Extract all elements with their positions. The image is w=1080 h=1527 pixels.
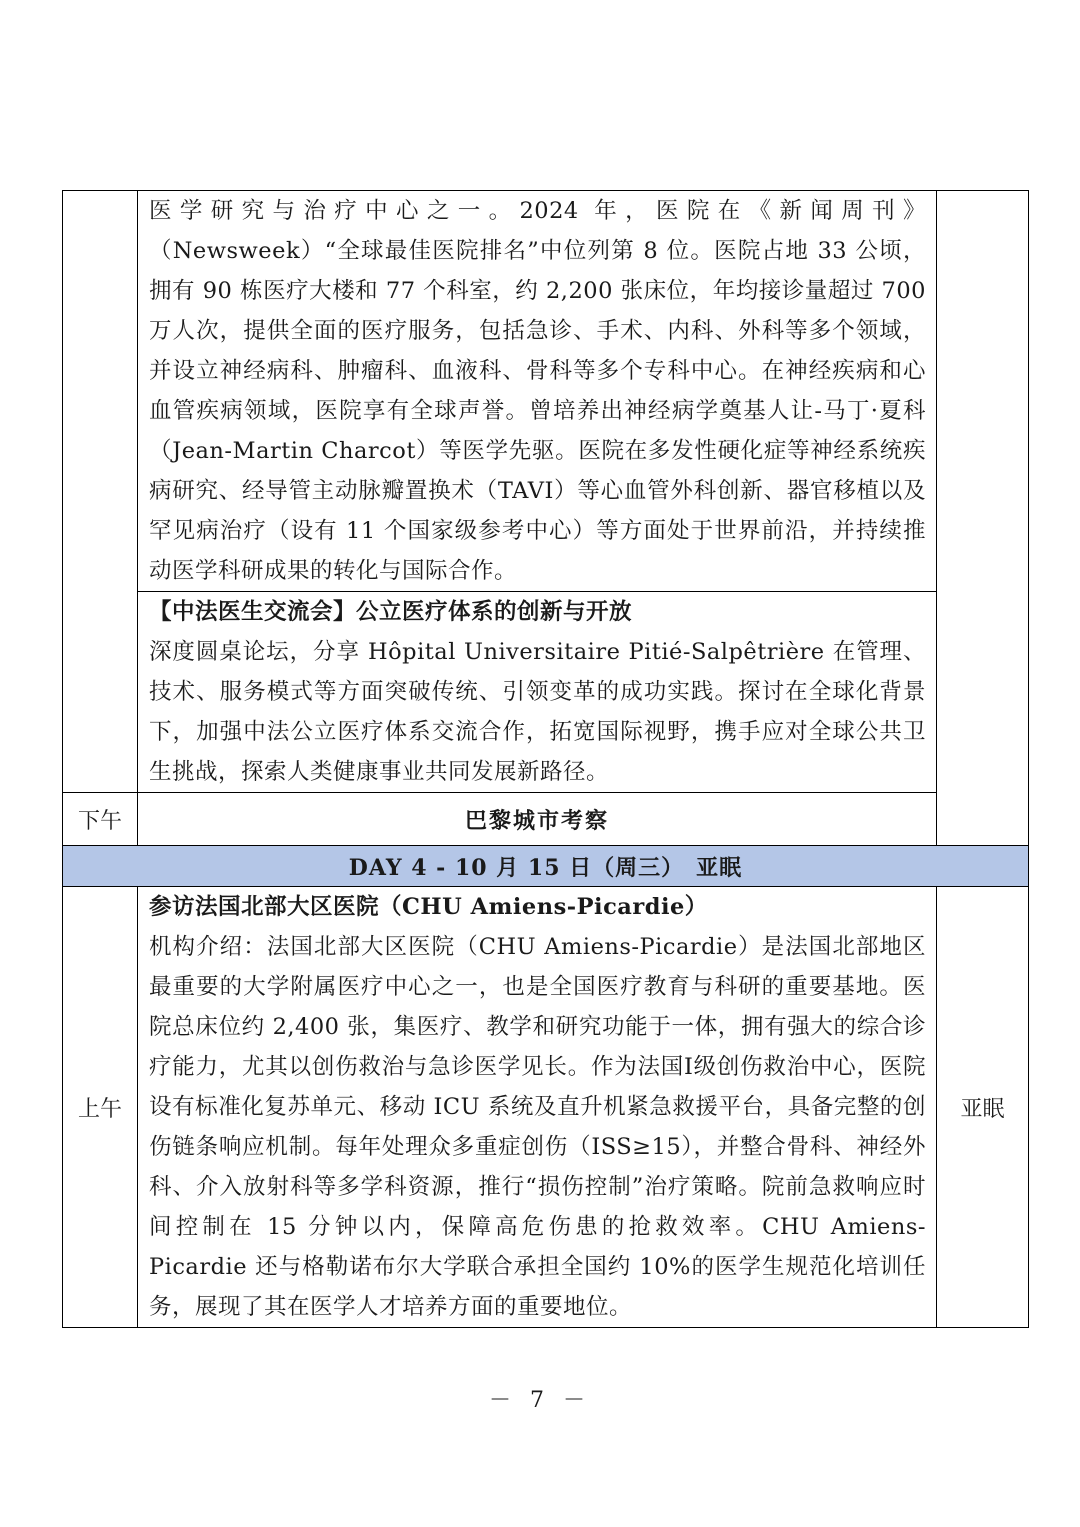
table-row-exchange	[63, 592, 1029, 793]
table-row-afternoon	[63, 793, 1029, 846]
page-number: － 7 －	[489, 1388, 591, 1413]
time-cell-morning: 上午	[63, 887, 138, 1328]
time-cell-empty	[63, 191, 138, 793]
itinerary-table	[62, 190, 1029, 1328]
afternoon-activity: 巴黎城市考察	[138, 793, 937, 846]
visit-title: 参访法国北部大区医院（CHU Amiens-Picardie）	[149, 894, 708, 920]
stay-cell-empty	[937, 191, 1029, 846]
day-header-row	[63, 846, 1029, 887]
content-cell	[138, 191, 937, 592]
hospital-description: 医学研究与治疗中心之一。2024 年，医院在《新闻周刊》（Newsweek）“全球最佳医院排名”中位列第 8 位。医院占地 33 公顷，拥有 90 栋医疗大楼和 77 个科室，约 2,200 张床位，年均接诊量超过 700 万人次，提供全面的医疗服务，包括急诊、手术、内科、外科等多个领域，并设立神经病科、肿瘤科、血液科、骨科等多个专科中心。在神经疾病和心血管疾病领域，医院享有全球声誉。曾培养出神经病学奠基人让-马丁·夏科（Jean-Martin Charcot）等医学先驱。医院在多发性硬化症等神经系统疾病研究、经导管主动脉瓣置换术（TAVI）等心血管外科创新、器官移植以及罕见病治疗（设有 11 个国家级参考中心）等方面处于世界前沿，并持续推动医学科研成果的转化与国际合作。	[149, 198, 926, 584]
time-cell-afternoon: 下午	[63, 793, 138, 846]
content-cell	[138, 887, 937, 1328]
day-header: DAY 4 - 10 月 15 日（周三） 亚眠	[63, 846, 1029, 887]
table-row-hospital-continued	[63, 191, 1029, 592]
stay-cell-amiens: 亚眠	[937, 887, 1029, 1328]
exchange-title: 【中法医生交流会】公立医疗体系的创新与开放	[149, 599, 633, 625]
visit-description: 机构介绍：法国北部大区医院（CHU Amiens-Picardie）是法国北部地区最重要的大学附属医疗中心之一，也是全国医疗教育与科研的重要基地。医院总床位约 2,400 张，集医疗、教学和研究功能于一体，拥有强大的综合诊疗能力，尤其以创伤救治与急诊医学见长。作为法国I级创伤救治中心，医院设有标准化复苏单元、移动 ICU 系统及直升机紧急救援平台，具备完整的创伤链条响应机制。每年处理众多重症创伤（ISS≥15），并整合骨科、神经外科、介入放射科等多学科资源，推行“损伤控制”治疗策略。院前急救响应时间控制在 15 分钟以内，保障高危伤患的抢救效率。CHU Amiens-Picardie 还与格勒诺布尔大学联合承担全国约 10%的医学生规范化培训任务，展现了其在医学人才培养方面的重要地位。	[149, 934, 926, 1320]
exchange-description: 深度圆桌论坛，分享 Hôpital Universitaire Pitié-Salpêtrière 在管理、技术、服务模式等方面突破传统、引领变革的成功实践。探讨在全球化背景下，加强中法公立医疗体系交流合作，拓宽国际视野，携手应对全球公共卫生挑战，探索人类健康事业共同发展新路径。	[149, 639, 926, 785]
content-cell	[138, 592, 937, 793]
table-row-morning	[63, 887, 1029, 1328]
